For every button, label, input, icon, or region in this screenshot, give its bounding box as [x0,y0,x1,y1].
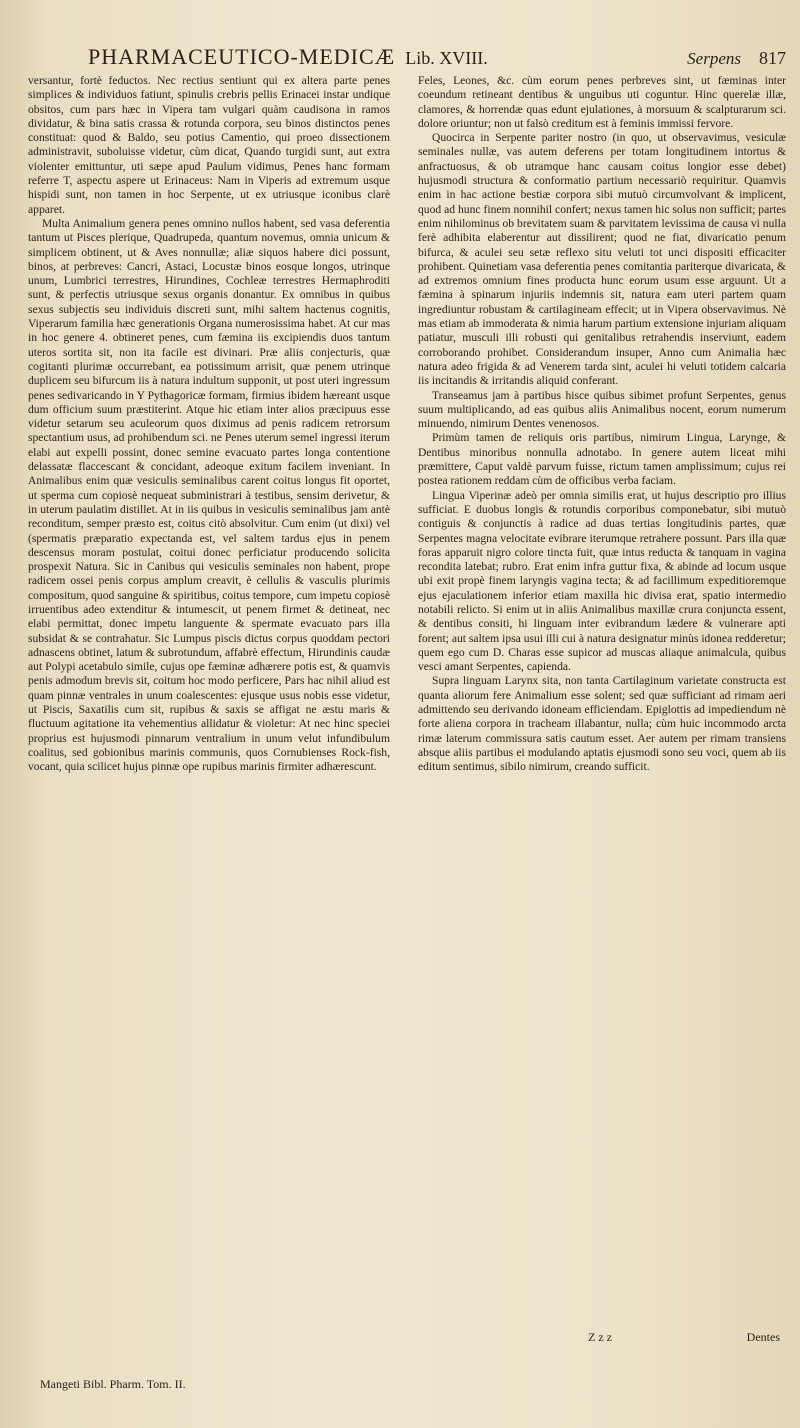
paragraph: Lingua Viperinæ adeò per omnia similis erat, ut hujus descriptio pro illius sufficiat. E duobus longis & rotundis corporibus componebatur, sibi mutuò contiguis & conjunctis à radice ad duas tertias longitudinis partes, quæ Serpentes magna velocitate evibrare iterumque retrahere possunt. Pars illa quæ foras apparuit nigro colore tincta fuit, quæ intus reducta & tanquam in vagina recondita latebat; rubro. Erat enim infra guttur fixa, & abinde ad locum usque ubi exit propè finem laryngis vagina tecta; & ad facillimum expeditioremque ejus ejaculationem inferior etiam maxilla hic divisa erat, spatio intermedio notabili relicto. Si enim ut in aliis Animalibus maxillæ crura conjuncta essent, & dentibus consiti, hi linguam inter evibrandum lædere & vulnerare apti forent; aut saltem ipsa usui illi cui à natura designatur minùs idonea redderetur; quem ego cum D. Charas esse supicor ad muscas aliaque animalcula, quibus vesci amant Serpentes, capienda. [418,488,786,674]
paragraph: versantur, fortè feductos. Nec rectius sentiunt qui ex altera parte penes simplices & individuos fatiunt, spinulis crebris pellis Erinacei instar undique obsitos, cum pars hæc in Vipera tam vulgari quàm caudisona in ramos dividatur, & bina satis crassa & rotunda corpora, seu binos distinctos penes constituat: quod & Baldo, seu potius Camentio, qui proeo dissectionem administravit, suboluisse videtur, cùm dicat, Quando turgidi sunt, aut extra violenter emittuntur, uti sæpe apud Paulum vidimus, Penes hanc formam referre T, aspectu aspere ut Erinaceus: Nam in Viperis ad extremum usque hispidi sunt, non tamen in hoc Serpente, ut ex utriusque iconibus clarè apparet. [28,74,390,216]
running-title: PHARMACEUTICO-MEDICÆ [88,44,396,69]
signature-mark: Z z z [588,1330,612,1344]
page-number: 817 [759,48,786,68]
paragraph: Transeamus jam à partibus hisce quibus sibimet profunt Serpentes, genus suum multiplicando, ad eas quibus aliis Animalibus nocent, eorum numerum minuendo, nimirum Dentes venenosos. [418,388,786,431]
paragraph: Quocirca in Serpente pariter nostro (in quo, ut observavimus, vesiculæ seminales nullæ, vas autem deferens per totam longitudinem intortus & anfractuosus, & ob utramque hanc causam coitus longior esse debet) hujusmodi structura & conformatio partium necessariò requiritur. Quamvis enim in hac actione bestiæ corpora sibi mutuò circumvolvant & implicent, quod ad hunc finem nonnihil confert; nexus tamen hic solus non sufficit; partes enim nihilominus ob brevitatem suam & parvitatem levissima de causa vi nulla ferè adhibita elaberentur aut dissilirent; quod ne fiat, divaricatio penum bifurca, & aculei seu setæ reflexo situ veluti tot unci dispositi efficaciter prohibent. Quinetiam vasa deferentia penes comitantia pariterque divaricata, & ad extremos omnium fines producta hunc eorum usum esse arguunt. Ut a fæmina à spinarum injuriis indemnis sit, natura eam uteri partem quam ingrediuntur robustam & cartilagineam effecit; ut in Vipera observavimus. Nè mas etiam ab immoderata & nimia harum partium extensione injuriam aliquam patiatur, musculi illi robusti qui genitalibus retrahendis inserviunt, eadem corroborando prohibet. Considerandum insuper, Anno cum Animalia hæc natura adeo frigida & ad Venerem tarda sint, aculei hi veluti totidem calcaria iis incitandis & irritandis aliquid conferant. [418,131,786,388]
paragraph: Feles, Leones, &c. cùm eorum penes perbreves sint, ut fæminas inter coeundum retineant dentibus & unguibus uti coguntur. Hinc querelæ illæ, clamores, & horrendæ quas edunt ejulationes, à morsuum & scalpturarum sci. dolore oriuntur; non ut falsò creditum est à feminis immissi fervore. [418,74,786,130]
book-number: Lib. XVIII. [405,48,488,68]
paragraph: Multa Animalium genera penes omnino nullos habent, sed vasa deferentia tantum ut Pisces plerique, Quadrupeda, quantum novemus, omnia unicum & simplicem obtinent, ut & Aves nonnullæ; aliæ siquos habere dici possunt, binos, at perbreves: Cancri, Astaci, Locustæ binos eosque longos, utrinque unum, Lumbrici terrestres, Hirundines, Cochleæ terrestres Hermaphroditi sunt, & perfectis utriusque sexus organis donantur. Ex omnibus in quibus sexus subjectis seu individuis discreti sunt, mihi saltem hactenus cognitis, Viperarum familia hæc generationis Organa numerosissima habet. At cur mas in hoc genere 4. obtineret penes, cum fæmina iis excipiendis duos tantum uteros sortita sit, non ita facile est divinari. Præ aliis conjecturis, quæ cogitanti plurimæ occurrebant, ea potissimum arrisit, quæ penem utrinque duplicem seu bifurcum iis à natura indultum supponit, ut post uteri ingressum penes sedivaricando in Y Pythagoricæ formam, firmius ibidem hæreant usque dum officium suum præstiterint. Atque hic etiam inter alios præcipuus esse videtur setarum seu aculeorum quos diximus ad penis radicem retrorsum spectantium usus, ad prohibendum sci. ne Penes uterum semel ingressi iterum elabi aut expelli possint, donec semine evacuato partes longa contentione delassatæ flaccescant & concidant, adeoque exitum facilem inveniant. In Animalibus enim quæ vesiculis seminalibus carent coitus longus fit oportet, ut sperma cum copiosè nequeat subministrari à testibus, sensim derivetur, & in uterum paulatim distillet. At in iis quibus in vesiculis seminalibus jam antè reconditum, semper præsto est, coitus citò absolvitur. Cum enim (ut dixi) vel (spermatis præparatio expectanda est, vel saltem tardus ejus in penem descensus moram postulat, coitui donec perficiatur producendo solicita prospexit Natura. Sic in Canibus qui vesiculis seminales non habent, prope radicem ossei penis corpus amplum creavit, è cellulis & vasculis plurimis compositum, quod sanguine & spiritibus, coitus tempore, cum impetu copiosè irruentibus adeo extenditur & intumescit, ut penem firmet & detineat, nec elabi permittat, donec impetu languente & spermate evacuato pars illa subsidat & se contrahatur. Sic Lumpus piscis dictus corpus quoddam pectori adnascens obtinet, latum & subrotundum, affabrè effectum, Hirundinis caudæ aut Polypi acetabulo simile, cujus ope fæminæ adhærere potis est, & quamvis penis admodum brevis sit, coitum hoc modo perficere, Pars hac nihil aliud est quam pinnæ ventrales in unum coalescentes: ejusque usus nobis esse videtur, ut Piscis, Saxatilis cum sit, rupibus & saxis se affigat ne æstu maris & fluctuum agitatione ita vehementius allidatur & violetur: At nec hinc speciei proprius est hujusmodi pinnarum ventralium in unum velut infundibulum coalitus, sed gobionibus marinis communis, quos Cornubienses Rock-fish, vocant, quia scilicet hujus pinnæ ope rupibus marinis firmiter adhærescunt. [28,216,390,774]
left-column [28,74,390,1374]
section-subject: Serpens [687,49,741,68]
right-column [418,74,786,1328]
catchword: Dentes [746,1330,780,1344]
footer-imprint: Mangeti Bibl. Pharm. Tom. II. [40,1377,186,1391]
paragraph: Primùm tamen de reliquis oris partibus, nimirum Lingua, Larynge, & Dentibus minoribus nonnulla adnotabo. In genere autem liceat mihi præmittere, Caput valdè parvum fuisse, rictum tamen amplissimum; cujus rei postea rationem reddam cùm de officibus verba faciam. [418,431,786,488]
running-header [88,44,786,74]
paragraph: Supra linguam Larynx sita, non tanta Cartilaginum varietate constructa est quanta aliorum fere Animalium esse solent; sed quæ sufficiant ad rimam aeri admittendo seu derivando idoneam efficiendam. Epiglottis ad impediendum nè forte aliena corpora in tracheam illabantur, nulla; cùm huic incommodo arcta rimæ laterum commissura satis cautum esset. Aer autem per rimam transiens absque aliis partibus ei modulando aptatis ejusmodi sono seu voci, quem ab iis editum sentimus, sibilo nimirum, creando sufficit. [418,674,786,774]
